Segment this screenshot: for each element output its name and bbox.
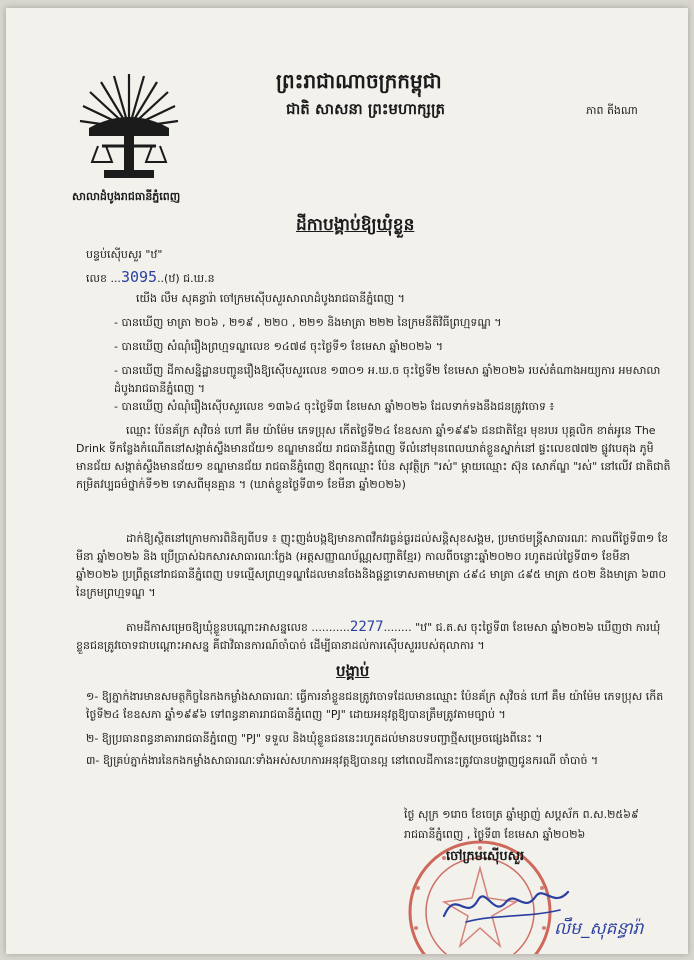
decision-text-before: តាមដីកាសម្រេចឱ្យឃុំខ្លួនបណ្ដោះអាសន្នលេខ ........... bbox=[126, 621, 350, 634]
signer-name: លឹម_សុគន្ធារ៉ា bbox=[554, 919, 644, 939]
document-title: ដីកាបង្គាប់ឱ្យឃុំខ្លួន bbox=[296, 215, 415, 235]
detention-decision bbox=[76, 618, 676, 655]
case-room-label: បន្ទប់ស៊ើបសួរ "ឋ" bbox=[86, 248, 163, 261]
signer-title: ចៅក្រមស៊ើបសួរ bbox=[446, 849, 525, 864]
order-item-2: ២- ឱ្យប្រធានពន្ធនាគាររាជធានីភ្នំពេញ "PJ" ទទួល និងឃុំខ្លួនជននេះរហូតដល់មានបទបញ្ជាថ្មីសម្រេចផ្សេងពីនេះ ។ bbox=[86, 732, 543, 745]
court-emblem-icon bbox=[74, 66, 184, 186]
reference-line bbox=[86, 268, 215, 288]
accused-details: ឈ្មោះ ប៉ែនគ័ក្រ សុវិចន់ ហៅ គឹម យ៉ាម៉ែម ភេទប្រុស កើតថ្ងៃទី២៤ ខែឧសភា ឆ្នាំ១៩៩៦ ជនជាតិខ្មែរ មុខរបរ បុគ្គលិក ខាត់អូនេ The Drink ទីកន្លែងកំណើតនៅសង្កាត់ស្ទឹងមានជ័យ១ ខណ្ឌមានជ័យ រាជធានីភ្នំពេញ ទីលំនៅមុនពេលឃាត់ខ្លួនស្នាក់នៅ ផ្ទះលេខ៧៧២ ផ្លូវបេតុង ភូមិមានជ័យ សង្កាត់ស្ទឹងមានជ័យ១ ខណ្ឌមានជ័យ រាជធានីភ្នំពេញ ឪពុកឈ្មោះ ប៉ែន សុវត្ថិក្រ "រស់" ម្ដាយឈ្មោះ ស៊ុន សោភ័ណ្ឌ "រស់" នៅលើវ ជាតិជាតិ កម្រិតវប្បធម៌ថ្នាក់ទី១២ ទោសពីមុនគ្មាន ។ (ឃាត់ខ្លួនថ្ងៃទី៣១ ខែមីនា ឆ្នាំ២០២៦) bbox=[76, 424, 671, 491]
legal-basis-1: - បានឃើញ មាត្រា ២០៦ , ២១៩ , ២២០ , ២២១ និងមាត្រា ២២២ នៃក្រមនីតិវិធីព្រហ្មទណ្ឌ ។ bbox=[114, 316, 502, 329]
decision-text-after: ........ "ឋ" ជ.ត.ស ចុះថ្ងៃទី៣ ខែមេសា ឆ្នាំ២០២៦ ឃើញថា ការឃុំខ្លួនជនត្រូវចោទជាបណ្ដោះអាសន្ន គឺជាវិធានការណ៍ចាំបាច់ ដើម្បីធានាដល់ការស៊ើបសួររបស់តុលាការ ។ bbox=[76, 621, 661, 652]
court-name: សាលាដំបូងរាជធានីភ្នំពេញ bbox=[72, 190, 181, 203]
national-motto: ជាតិ សាសនា ព្រះមហាក្សត្រ bbox=[286, 100, 445, 118]
legal-basis-3: - បានឃើញ ដីកាសន្និដ្ឋានបញ្ជូនរឿងឱ្យស៊ើបសួរលេខ ១៣០១ អ.ឃ.ច ចុះថ្ងៃទី២ ខែមេសា ឆ្នាំ២០២៦ របស់តំណាងអយ្យការ អមសាលាដំបូងរាជធានីភ្នំពេញ ។ bbox=[114, 364, 661, 395]
order-item-3: ៣- ឱ្យគ្រប់ភ្នាក់ងារនៃកងកម្លាំងសាធារណៈទាំងអស់សហការអនុវត្តឱ្យបានល្អ នៅពេលដីកានេះត្រូវបានបង្ហាញជូនករណី ចាំបាច់ ។ bbox=[86, 754, 599, 767]
reference-suffix: ..(ឋ) ជ.ឃ.ន bbox=[157, 272, 215, 285]
document-page bbox=[6, 8, 688, 954]
charges-paragraph: ដាក់ឱ្យស្ថិតនៅក្រោមការពិនិត្យពីបទ ៖ ញុះញង់បង្កឱ្យមានភាពវឹកវរធ្ងន់ធ្ងរដល់សន្តិសុខសង្គម, ប្រមាថមន្ត្រីសាធារណៈ កាលពីថ្ងៃទី៣១ ខែមីនា ឆ្នាំ២០២៦ និង ប្រើប្រាស់ឯកសារសាធារណៈក្លែង (អត្តសញ្ញាណប័ណ្ណសញ្ជាតិខ្មែរ) កាលពីចន្លោះឆ្នាំ២០២០ រហូតដល់ថ្ងៃទី៣១ ខែមីនា ឆ្នាំ២០២៦ ប្រព្រឹត្តនៅរាជធានីភ្នំពេញ បទល្មើសព្រហ្មទណ្ឌដែលមានចែងនិងផ្តន្ទាទោសតាមមាត្រា ៤៩៤ មាត្រា ៤៩៥ មាត្រា ៥០២ និងមាត្រា ៦៣០ នៃក្រមព្រហ្មទណ្ឌ ។ bbox=[76, 532, 669, 599]
lunar-date: ថ្ងៃ សុក្រ ១រោច ខែចេត្រ ឆ្នាំម្សាញ់ សប្តស័ក ព.ស.២៥៦៩ bbox=[404, 808, 639, 821]
reference-number: 3095 bbox=[120, 268, 158, 286]
classification-label: ភាព តីងណា bbox=[586, 104, 638, 117]
order-item-1: ១- ឱ្យភ្នាក់ងារមានសមត្ថកិច្ចនៃកងកម្លាំងសាធារណៈ ធ្វើការនាំខ្លួនជនត្រូវចោទដែលមានឈ្មោះ ប៉ែនគ័ក្រ សុវិចន់ ហៅ គឹម យ៉ាម៉ែម ភេទប្រុស កើតថ្ងៃទី២៤ ខែឧសភា ឆ្នាំ១៩៩៦ ទៅពន្ធនាគាររាជធានីភ្នំពេញ "PJ" ដោយអនុវត្តឱ្យបានត្រឹមត្រូវតាមច្បាប់ ។ bbox=[86, 690, 664, 721]
orders-heading: បង្គាប់ bbox=[336, 662, 370, 680]
intro-paragraph: យើង លឹម សុគន្ធារ៉ា ចៅក្រមស៊ើបសួរសាលាដំបូងរាជធានីភ្នំពេញ ។ bbox=[136, 292, 405, 305]
reference-prefix: លេខ ... bbox=[86, 272, 121, 285]
decision-number: 2277 bbox=[349, 619, 384, 635]
legal-basis-2: - បានឃើញ សំណុំរឿងព្រហ្មទណ្ឌលេខ ១៤៧៨ ចុះថ្ងៃទី១ ខែមេសា ឆ្នាំ២០២៦ ។ bbox=[114, 340, 443, 353]
issue-date: រាជធានីភ្នំពេញ , ថ្ងៃទី៣ ខែមេសា ឆ្នាំ២០២៦ bbox=[404, 828, 586, 841]
legal-basis-4: - បានឃើញ សំណុំរឿងស៊ើបសួរលេខ ១៣៦៤ ចុះថ្ងៃទី៣ ខែមេសា ឆ្នាំ២០២៦ ដែលទាក់ទងនឹងជនត្រូវចោទ ៖ bbox=[114, 400, 555, 413]
kingdom-heading: ព្រះរាជាណាចក្រកម្ពុជា bbox=[276, 69, 442, 93]
